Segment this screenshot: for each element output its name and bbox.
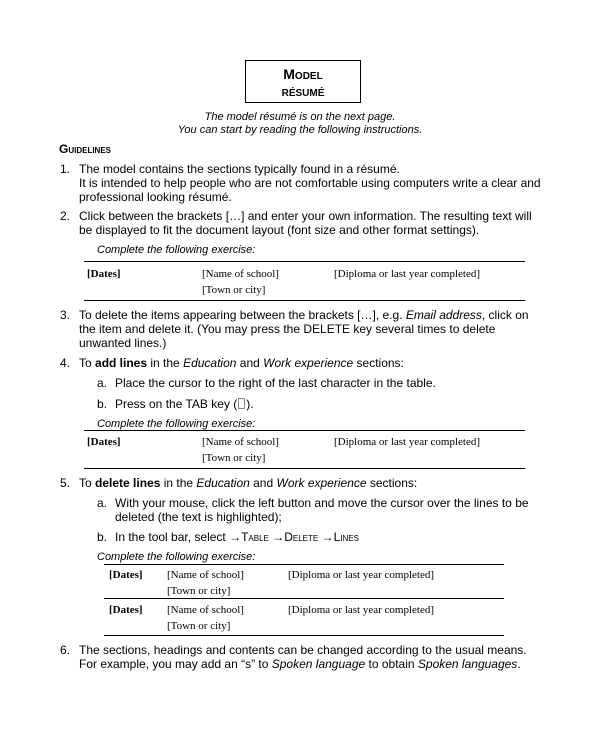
table3-top-rule bbox=[104, 564, 504, 565]
table2-top-rule bbox=[84, 430, 525, 431]
title-line1: Model bbox=[283, 66, 323, 82]
item-3-line3: unwanted lines.) bbox=[79, 336, 167, 350]
item-4a-text: Place the cursor to the right of the last character in the table. bbox=[115, 376, 436, 390]
table3-row1-town[interactable]: [Town or city] bbox=[167, 585, 231, 597]
item-4-number: 4. bbox=[60, 356, 71, 370]
table3-row2-dates[interactable]: [Dates] bbox=[109, 604, 143, 616]
table3-row2-town[interactable]: [Town or city] bbox=[167, 620, 231, 632]
arrow-right-icon: → bbox=[229, 530, 242, 544]
item-4b-letter: b. bbox=[97, 397, 108, 411]
item-5a-letter: a. bbox=[97, 496, 108, 510]
table3-row2-school[interactable]: [Name of school] bbox=[167, 604, 244, 616]
table1-town[interactable]: [Town or city] bbox=[202, 284, 266, 296]
item-1-line2: It is intended to help people who are not comfortable using computers write a clear and bbox=[79, 176, 541, 190]
guidelines-heading: Guidelines bbox=[59, 142, 112, 156]
table3-mid-rule bbox=[104, 598, 504, 599]
item-5a-line2: deleted (the text is highlighted); bbox=[115, 510, 282, 524]
table2-dates[interactable]: [Dates] bbox=[87, 436, 121, 448]
table3-bottom-rule bbox=[104, 635, 504, 636]
item-5b-text: In the tool bar, select →Table →Delete →Lines bbox=[115, 530, 359, 544]
table1-dates[interactable]: [Dates] bbox=[87, 268, 121, 280]
table2-school[interactable]: [Name of school] bbox=[202, 436, 279, 448]
table2-diploma[interactable]: [Diploma or last year completed] bbox=[334, 436, 481, 448]
intro-line1: The model résumé is on the next page. bbox=[204, 111, 396, 123]
table1-bottom-rule bbox=[84, 300, 525, 301]
item-3-line1: To delete the items appearing between the brackets […], e.g. Email address, click on bbox=[79, 308, 529, 322]
item-2-line1: Click between the brackets […] and enter your own information. The resulting text will bbox=[79, 209, 532, 223]
item-5-number: 5. bbox=[60, 476, 71, 490]
title-box bbox=[245, 60, 361, 103]
intro-line2: You can start by reading the following instructions. bbox=[177, 124, 423, 136]
item-2-line2: be displayed to fit the document layout (font size and other format settings). bbox=[79, 223, 480, 237]
exercise-label-3: Complete the following exercise: bbox=[97, 551, 256, 563]
item-1-line3: professional looking résumé. bbox=[79, 190, 232, 204]
item-3-number: 3. bbox=[60, 308, 71, 322]
item-3-line2: the item and delete it. (You may press the DELETE key several times to delete bbox=[79, 322, 496, 336]
item-6-number: 6. bbox=[60, 643, 71, 657]
arrow-right-icon: → bbox=[272, 530, 285, 544]
table1-top-rule bbox=[84, 261, 525, 262]
item-4a-letter: a. bbox=[97, 376, 108, 390]
item-1-number: 1. bbox=[60, 162, 71, 176]
item-4-line1: To add lines in the Education and Work experience sections: bbox=[79, 356, 404, 370]
item-5b-letter: b. bbox=[97, 530, 108, 544]
table1-diploma[interactable]: [Diploma or last year completed] bbox=[334, 268, 481, 280]
item-6-line1: The sections, headings and contents can be changed according to the usual means. bbox=[79, 643, 527, 657]
table3-row1-dates[interactable]: [Dates] bbox=[109, 569, 143, 581]
table3-row1-diploma[interactable]: [Diploma or last year completed] bbox=[288, 569, 435, 581]
title-line2: résumé bbox=[281, 83, 325, 99]
item-4b-text: Press on the TAB key ( ). bbox=[115, 397, 254, 411]
item-1-line1: The model contains the sections typically found in a résumé. bbox=[79, 162, 400, 176]
table3-row1-school[interactable]: [Name of school] bbox=[167, 569, 244, 581]
arrow-right-icon: → bbox=[321, 530, 334, 544]
item-5a-line1: With your mouse, click the left button and move the cursor over the lines to be bbox=[115, 496, 529, 510]
item-2-number: 2. bbox=[60, 209, 71, 223]
table2-bottom-rule bbox=[84, 468, 525, 469]
table1-school[interactable]: [Name of school] bbox=[202, 268, 279, 280]
exercise-label-2: Complete the following exercise: bbox=[97, 418, 256, 430]
table2-town[interactable]: [Town or city] bbox=[202, 452, 266, 464]
tab-key-icon bbox=[238, 398, 245, 409]
item-6-line2: For example, you may add an “s” to Spoken language to obtain Spoken languages. bbox=[79, 657, 521, 671]
item-5-line1: To delete lines in the Education and Work experience sections: bbox=[79, 476, 418, 490]
table3-row2-diploma[interactable]: [Diploma or last year completed] bbox=[288, 604, 435, 616]
exercise-label-1: Complete the following exercise: bbox=[97, 244, 256, 256]
